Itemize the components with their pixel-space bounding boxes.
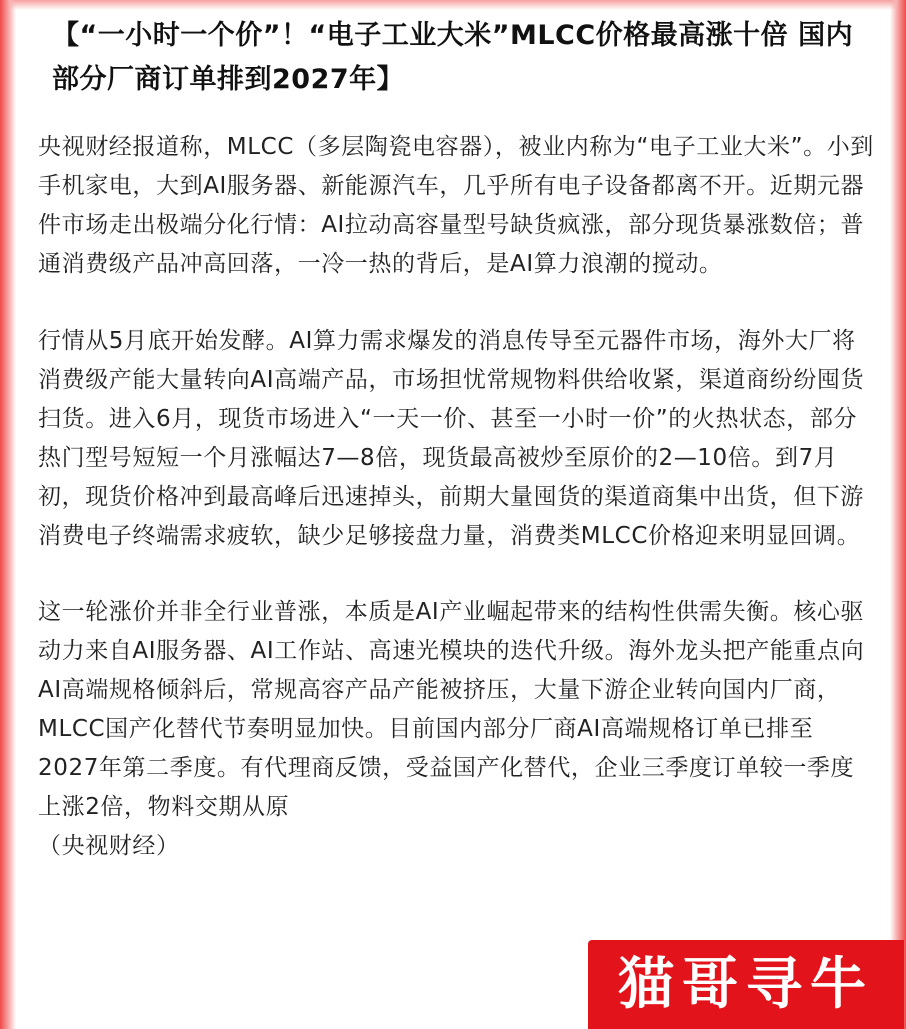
article-paragraph-2: 行情从5月底开始发酵。AI算力需求爆发的消息传导至元器件市场，海外大厂将消费级产能大量转向AI高端产品，市场担忧常规物料供给收紧，渠道商纷纷囤货扫货。进入6月，现货市场进入“一天一价、甚至一小时一价”的火热状态，部分热门型号短短一个月涨幅达7—8倍，现货最高被炒至原价的2—10倍。到7月初，现货价格冲到最高峰后迅速掉头，前期大量囤货的渠道商集中出货，但下游消费电子终端需求疲软，缺少足够接盘力量，消费类MLCC价格迎来明显回调。: [38, 328, 865, 549]
article-headline: 【“一小时一个价”！“电子工业大米”MLCC价格最高涨十倍 国内部分厂商订单排到2027年】: [52, 20, 854, 95]
article-paragraph-3: 这一轮涨价并非全行业普涨，本质是AI产业崛起带来的结构性供需失衡。核心驱动力来自AI服务器、AI工作站、高速光模块的迭代升级。海外龙头把产能重点向AI高端规格倾斜后，常规高容产品产能被挤压，大量下游企业转向国内厂商，MLCC国产化替代节奏明显加快。目前国内部分厂商AI高端规格订单已排至2027年第二季度。有代理商反馈，受益国产化替代，企业三季度订单较一季度上涨2倍，物料交期从原: [38, 599, 865, 820]
right-edge-decoration: [890, 0, 906, 1029]
left-edge-decoration: [0, 0, 16, 1029]
watermark-badge: 猫哥寻牛: [588, 940, 904, 1029]
article: [38, 14, 874, 866]
article-source: （央视财经）: [38, 833, 180, 859]
article-paragraph-1: 央视财经报道称，MLCC（多层陶瓷电容器），被业内称为“电子工业大米”。小到手机家电，大到AI服务器、新能源汽车，几乎所有电子设备都离不开。近期元器件市场走出极端分化行情：AI拉动高容量型号缺货疯涨，部分现货暴涨数倍；普通消费级产品冲高回落，一冷一热的背后，是AI算力浪潮的搅动。: [38, 134, 874, 277]
top-edge-decoration: [0, 0, 906, 10]
